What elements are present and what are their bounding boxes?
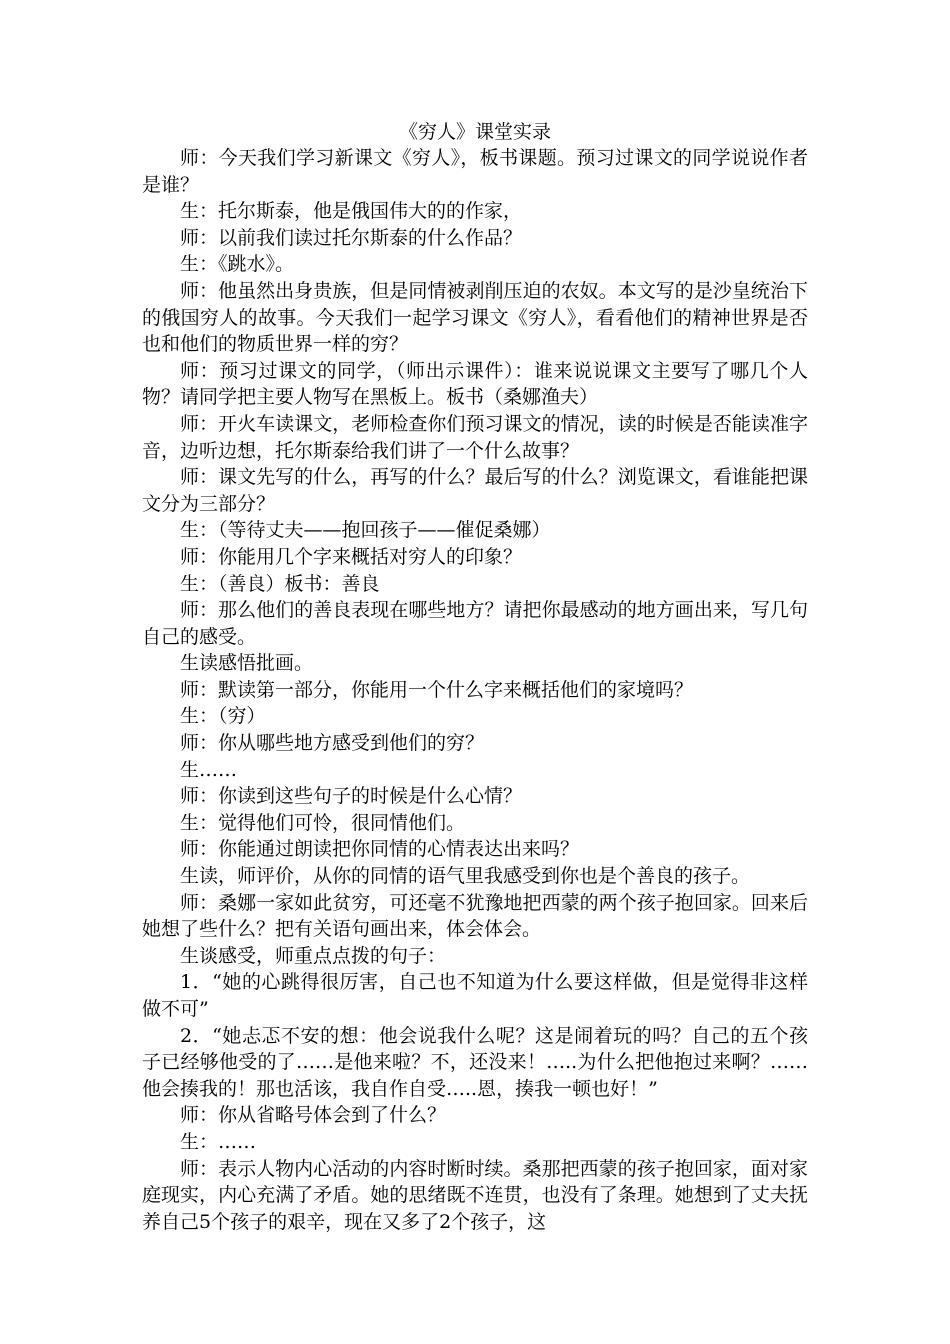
paragraph: 师：今天我们学习新课文《穷人》，板书课题。预习过课文的同学说说作者是谁？: [142, 147, 808, 196]
paragraph: 生：托尔斯泰，他是俄国伟大的的作家，: [180, 200, 523, 223]
paragraph: 生：（善良）板书：善良: [180, 572, 380, 595]
paragraph: 师：预习过课文的同学，（师出示课件）：谁来说说课文主要写了哪几个人物？请同学把主要人物写在黑板上。板书（桑娜渔夫）: [142, 359, 808, 409]
paragraph: 1．“她的心跳得很厉害，自己也不知道为什么要这样做，但是觉得非这样做不可”: [142, 971, 808, 1020]
paragraph: 师：你读到这些句子的时候是什么心情？: [180, 785, 523, 808]
paragraph: 师：你从省略号体会到了什么？: [180, 1104, 447, 1127]
paragraph: 师：开火车读课文，老师检查你们预习课文的情况，读的时候是否能读准字音，边听边想，托尔斯泰给我们讲了一个什么故事？: [142, 412, 808, 462]
paragraph: 生读感悟批画。: [180, 652, 314, 675]
paragraph: 生：（穷）: [180, 705, 266, 728]
paragraph: 师：他虽然出身贵族，但是同情被剥削压迫的农奴。本文写的是沙皇统治下的俄国穷人的故事。今天我们一起学习课文《穷人》，看看他们的精神世界是否也和他们的物质世界一样的穷？: [142, 279, 808, 356]
paragraph: 师：课文先写的什么，再写的什么？最后写的什么？浏览课文，看谁能把课文分为三部分？: [142, 466, 808, 515]
paragraph: 生读，师评价，从你的同情的语气里我感受到你也是个善良的孩子。: [180, 865, 751, 888]
paragraph: 师：默读第一部分，你能用一个什么字来概括他们的家境吗？: [180, 678, 694, 701]
paragraph: 师：你能通过朗读把你同情的心情表达出来吗？: [180, 838, 580, 861]
paragraph: 师：你从哪些地方感受到他们的穷？: [180, 732, 485, 755]
paragraph: 师：桑娜一家如此贫穷，可还毫不犹豫地把西蒙的两个孩子抱回家。回来后她想了些什么？把有关语句画出来，体会体会。: [142, 891, 808, 941]
document-body: [142, 145, 808, 1235]
document-title: 《穷人》课堂实录: [398, 121, 551, 143]
paragraph: 师：那么他们的善良表现在哪些地方？请把你最感动的地方画出来，写几句自己的感受。: [142, 599, 808, 648]
paragraph: 生：（等待丈夫——抱回孩子——催促桑娜）: [180, 519, 551, 542]
document-page: [142, 119, 808, 1235]
paragraph: 2．“她忐忑不安的想：他会说我什么呢？这是闹着玩的吗？自己的五个孩子已经够他受的了……是他来啦？不，还没来！…..为什么把他抱过来啊？……他会揍我的！那也活该，我自作自受…..恩，揍我一顿也好！”: [142, 1024, 808, 1100]
paragraph: 师：以前我们读过托尔斯泰的什么作品？: [180, 226, 523, 249]
paragraph: 生：……: [180, 1130, 257, 1153]
paragraph: 师：你能用几个字来概括对穷人的印象？: [180, 545, 523, 568]
paragraph: 生：《跳水》。: [180, 253, 295, 276]
paragraph: 师：表示人物内心活动的内容时断时续。桑那把西蒙的孩子抱回家，面对家庭现实，内心充满了矛盾。她的思绪既不连贯，也没有了条理。她想到了丈夫抚养自己5个孩子的艰辛，现在又多了2个孩子，这: [142, 1157, 808, 1233]
paragraph: 生……: [180, 758, 238, 781]
paragraph: 生：觉得他们可怜，很同情他们。: [180, 811, 466, 834]
paragraph: 生谈感受，师重点点拨的句子：: [180, 944, 447, 967]
